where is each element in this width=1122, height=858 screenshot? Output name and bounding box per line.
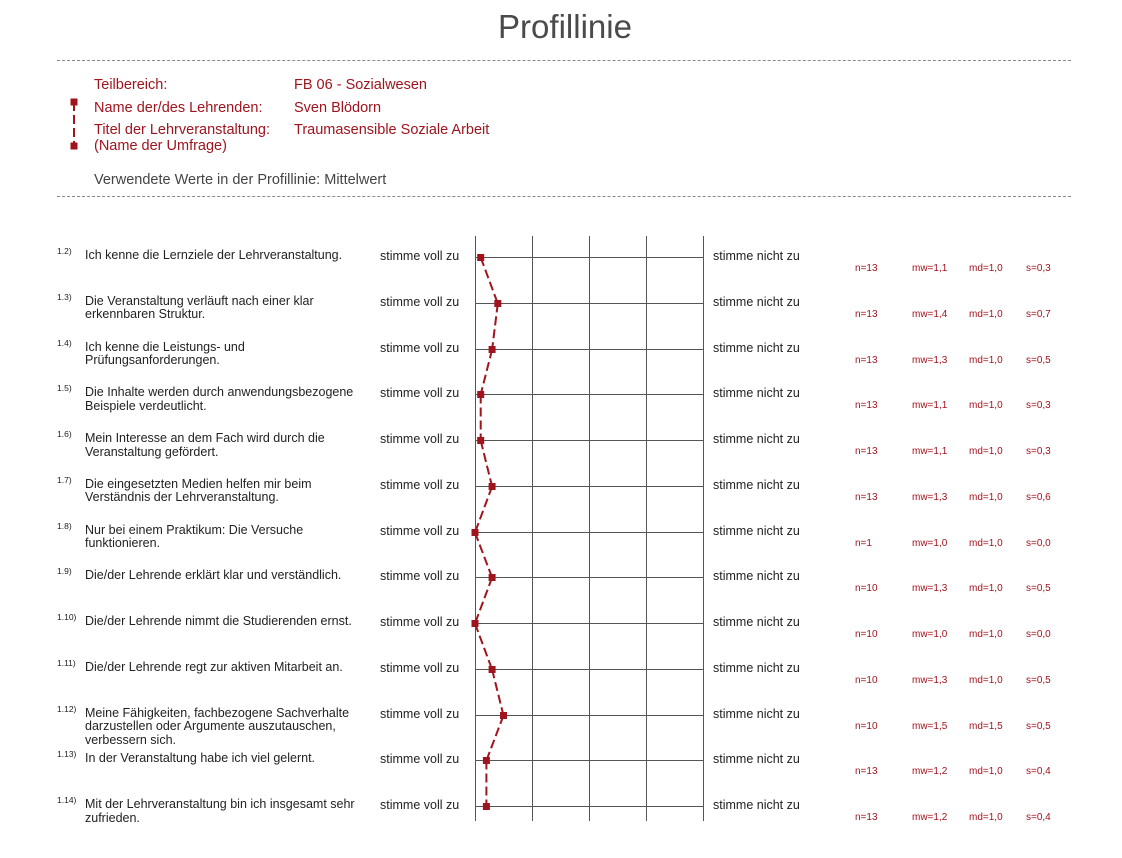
question-number: 1.11) [57, 657, 76, 668]
stat-s: s=0,3 [1026, 400, 1051, 412]
stat-n: n=13 [855, 308, 878, 320]
question-number: 1.2) [57, 246, 72, 256]
stat-md: md=1,0 [969, 812, 1003, 823]
question-text: Ich kenne die Lernziele der Lehrveranstaltung. [85, 248, 343, 262]
right-anchor-label: stimme nicht zu [713, 432, 800, 446]
left-anchor-label: stimme voll zu [380, 477, 460, 492]
question-number: 1.9) [57, 566, 72, 577]
stat-s: s=0,0 [1026, 537, 1051, 549]
stat-n: n=10 [855, 720, 878, 732]
stat-mw: mw=1,1 [912, 263, 948, 274]
right-anchor-label: stimme nicht zu [713, 249, 800, 263]
stat-md: md=1,0 [969, 400, 1003, 412]
stat-md: md=1,0 [969, 446, 1003, 457]
titel-label-2: (Name der Umfrage) [94, 138, 227, 154]
left-anchor-label: stimme voll zu [380, 569, 460, 584]
profile-line-segment [481, 350, 492, 395]
data-point [494, 300, 501, 307]
left-anchor-label: stimme voll zu [380, 249, 460, 263]
data-point [500, 712, 507, 719]
data-point [489, 666, 496, 673]
stat-md: md=1,0 [969, 537, 1003, 549]
stat-mw: mw=1,3 [912, 491, 948, 503]
data-point [483, 803, 490, 810]
question-text: Die Inhalte werden durch anwendungsbezogene Beispiele verdeutlicht. [85, 385, 354, 413]
left-anchor-label: stimme voll zu [380, 294, 460, 309]
stat-md: md=1,0 [969, 263, 1003, 274]
stat-mw: mw=1,0 [912, 537, 948, 549]
page-title: Profillinie [498, 8, 632, 45]
right-anchor-label: stimme nicht zu [713, 386, 800, 401]
question-number: 1.7) [57, 474, 72, 485]
stat-md: md=1,0 [969, 629, 1003, 640]
stat-n: n=13 [855, 400, 878, 412]
left-anchor-label: stimme voll zu [380, 523, 460, 538]
titel-value: Traumasensible Soziale Arbeit [294, 122, 490, 138]
stat-mw: mw=1,1 [912, 446, 948, 457]
lehrende-value: Sven Blödorn [294, 100, 382, 116]
right-anchor-label: stimme nicht zu [713, 615, 800, 629]
stat-md: md=1,5 [969, 720, 1003, 732]
profile-line-segment [492, 670, 503, 716]
profile-line-segment [475, 578, 492, 624]
profile-line-segment [475, 487, 492, 533]
question-number: 1.10) [57, 612, 77, 622]
data-point [477, 437, 484, 444]
stat-n: n=10 [855, 674, 878, 686]
stat-n: n=13 [855, 446, 878, 457]
stat-s: s=0,0 [1026, 629, 1051, 640]
stat-md: md=1,0 [969, 308, 1003, 320]
question-text: Die eingesetzten Medien helfen mir beim Verständnis der Lehrveranstaltung. [85, 476, 312, 505]
question-text: Ich kenne die Leistungs- und Prüfungsanforderungen. [85, 339, 245, 367]
stat-n: n=13 [855, 491, 878, 503]
question-text: Die/der Lehrende erklärt klar und verständlich. [85, 568, 342, 583]
stat-md: md=1,0 [969, 674, 1003, 686]
profile-line-segment [475, 624, 492, 670]
profile-line-segment [481, 258, 498, 304]
stat-mw: mw=1,0 [912, 629, 948, 640]
titel-label: Titel der Lehrveranstaltung: [94, 122, 270, 138]
stat-n: n=1 [855, 537, 872, 549]
left-anchor-label: stimme voll zu [380, 660, 460, 675]
left-anchor-label: stimme voll zu [380, 386, 460, 401]
data-point [483, 757, 490, 764]
right-anchor-label: stimme nicht zu [713, 523, 800, 538]
stat-s: s=0,5 [1026, 720, 1051, 732]
right-anchor-label: stimme nicht zu [713, 569, 800, 584]
stat-n: n=13 [855, 263, 878, 274]
right-anchor-label: stimme nicht zu [713, 477, 800, 492]
stat-n: n=10 [855, 583, 878, 595]
stat-s: s=0,5 [1026, 583, 1051, 595]
question-number: 1.14) [57, 795, 77, 805]
stat-n: n=10 [855, 629, 878, 640]
left-anchor-label: stimme voll zu [380, 615, 460, 629]
left-anchor-label: stimme voll zu [380, 706, 460, 721]
lehrende-label: Name der/des Lehrenden: [94, 100, 263, 116]
right-anchor-label: stimme nicht zu [713, 752, 800, 767]
right-anchor-label: stimme nicht zu [713, 294, 800, 309]
data-point [489, 346, 496, 353]
question-text: Meine Fähigkeiten, fachbezogene Sachverhalte darzustellen oder Argumente auszutauschen, verbessern sich. [85, 705, 350, 747]
question-number: 1.6) [57, 429, 72, 439]
right-anchor-label: stimme nicht zu [713, 340, 800, 355]
stat-n: n=13 [855, 354, 878, 366]
werte-note: Verwendete Werte in der Profillinie: Mittelwert [94, 172, 387, 188]
stat-mw: mw=1,5 [912, 720, 948, 732]
teilbereich-value: FB 06 - Sozialwesen [294, 77, 427, 93]
stat-mw: mw=1,2 [912, 766, 948, 778]
data-point [472, 620, 479, 627]
stat-md: md=1,0 [969, 766, 1003, 778]
question-text: Die/der Lehrende nimmt die Studierenden ernst. [85, 614, 352, 628]
left-anchor-label: stimme voll zu [380, 798, 460, 812]
stat-s: s=0,5 [1026, 354, 1051, 366]
stat-s: s=0,3 [1026, 263, 1051, 274]
data-point [489, 574, 496, 581]
stat-n: n=13 [855, 766, 878, 778]
question-text: Die/der Lehrende regt zur aktiven Mitarbeit an. [85, 659, 343, 674]
stat-n: n=13 [855, 812, 878, 823]
data-point [477, 254, 484, 261]
right-anchor-label: stimme nicht zu [713, 660, 800, 675]
stat-s: s=0,4 [1026, 766, 1051, 778]
stat-s: s=0,3 [1026, 446, 1051, 457]
data-point [472, 529, 479, 536]
question-number: 1.4) [57, 337, 72, 348]
left-anchor-label: stimme voll zu [380, 340, 460, 355]
stat-s: s=0,4 [1026, 812, 1051, 823]
left-anchor-label: stimme voll zu [380, 432, 460, 446]
stat-md: md=1,0 [969, 583, 1003, 595]
question-number: 1.5) [57, 383, 72, 394]
question-text: Mein Interesse an dem Fach wird durch die Veranstaltung gefördert. [85, 431, 325, 459]
question-text: Die Veranstaltung verläuft nach einer klar erkennbaren Struktur. [85, 293, 314, 322]
stat-mw: mw=1,4 [912, 308, 948, 320]
stat-mw: mw=1,3 [912, 674, 948, 686]
right-anchor-label: stimme nicht zu [713, 798, 800, 812]
profile-line-segment [481, 441, 492, 487]
stat-s: s=0,7 [1026, 308, 1051, 320]
question-number: 1.13) [57, 749, 77, 760]
stat-mw: mw=1,3 [912, 583, 948, 595]
stat-mw: mw=1,2 [912, 812, 948, 823]
stat-md: md=1,0 [969, 491, 1003, 503]
profile-line-segment [492, 304, 498, 350]
teilbereich-label: Teilbereich: [94, 77, 168, 93]
profile-line-segment [486, 716, 503, 761]
left-anchor-label: stimme voll zu [380, 752, 460, 767]
question-text: Nur bei einem Praktikum: Die Versuche funktionieren. [85, 522, 304, 550]
data-point [489, 483, 496, 490]
stat-s: s=0,6 [1026, 491, 1051, 503]
question-number: 1.3) [57, 291, 72, 302]
question-text: In der Veranstaltung habe ich viel gelernt. [85, 751, 316, 766]
data-point [477, 391, 484, 398]
right-anchor-label: stimme nicht zu [713, 706, 800, 721]
question-number: 1.12) [57, 703, 77, 714]
stat-s: s=0,5 [1026, 674, 1051, 686]
stat-mw: mw=1,1 [912, 400, 948, 412]
profile-line-segment [475, 533, 492, 578]
question-text: Mit der Lehrveranstaltung bin ich insgesamt sehr zufrieden. [85, 797, 355, 825]
question-number: 1.8) [57, 520, 72, 531]
stat-md: md=1,0 [969, 354, 1003, 366]
stat-mw: mw=1,3 [912, 354, 948, 366]
